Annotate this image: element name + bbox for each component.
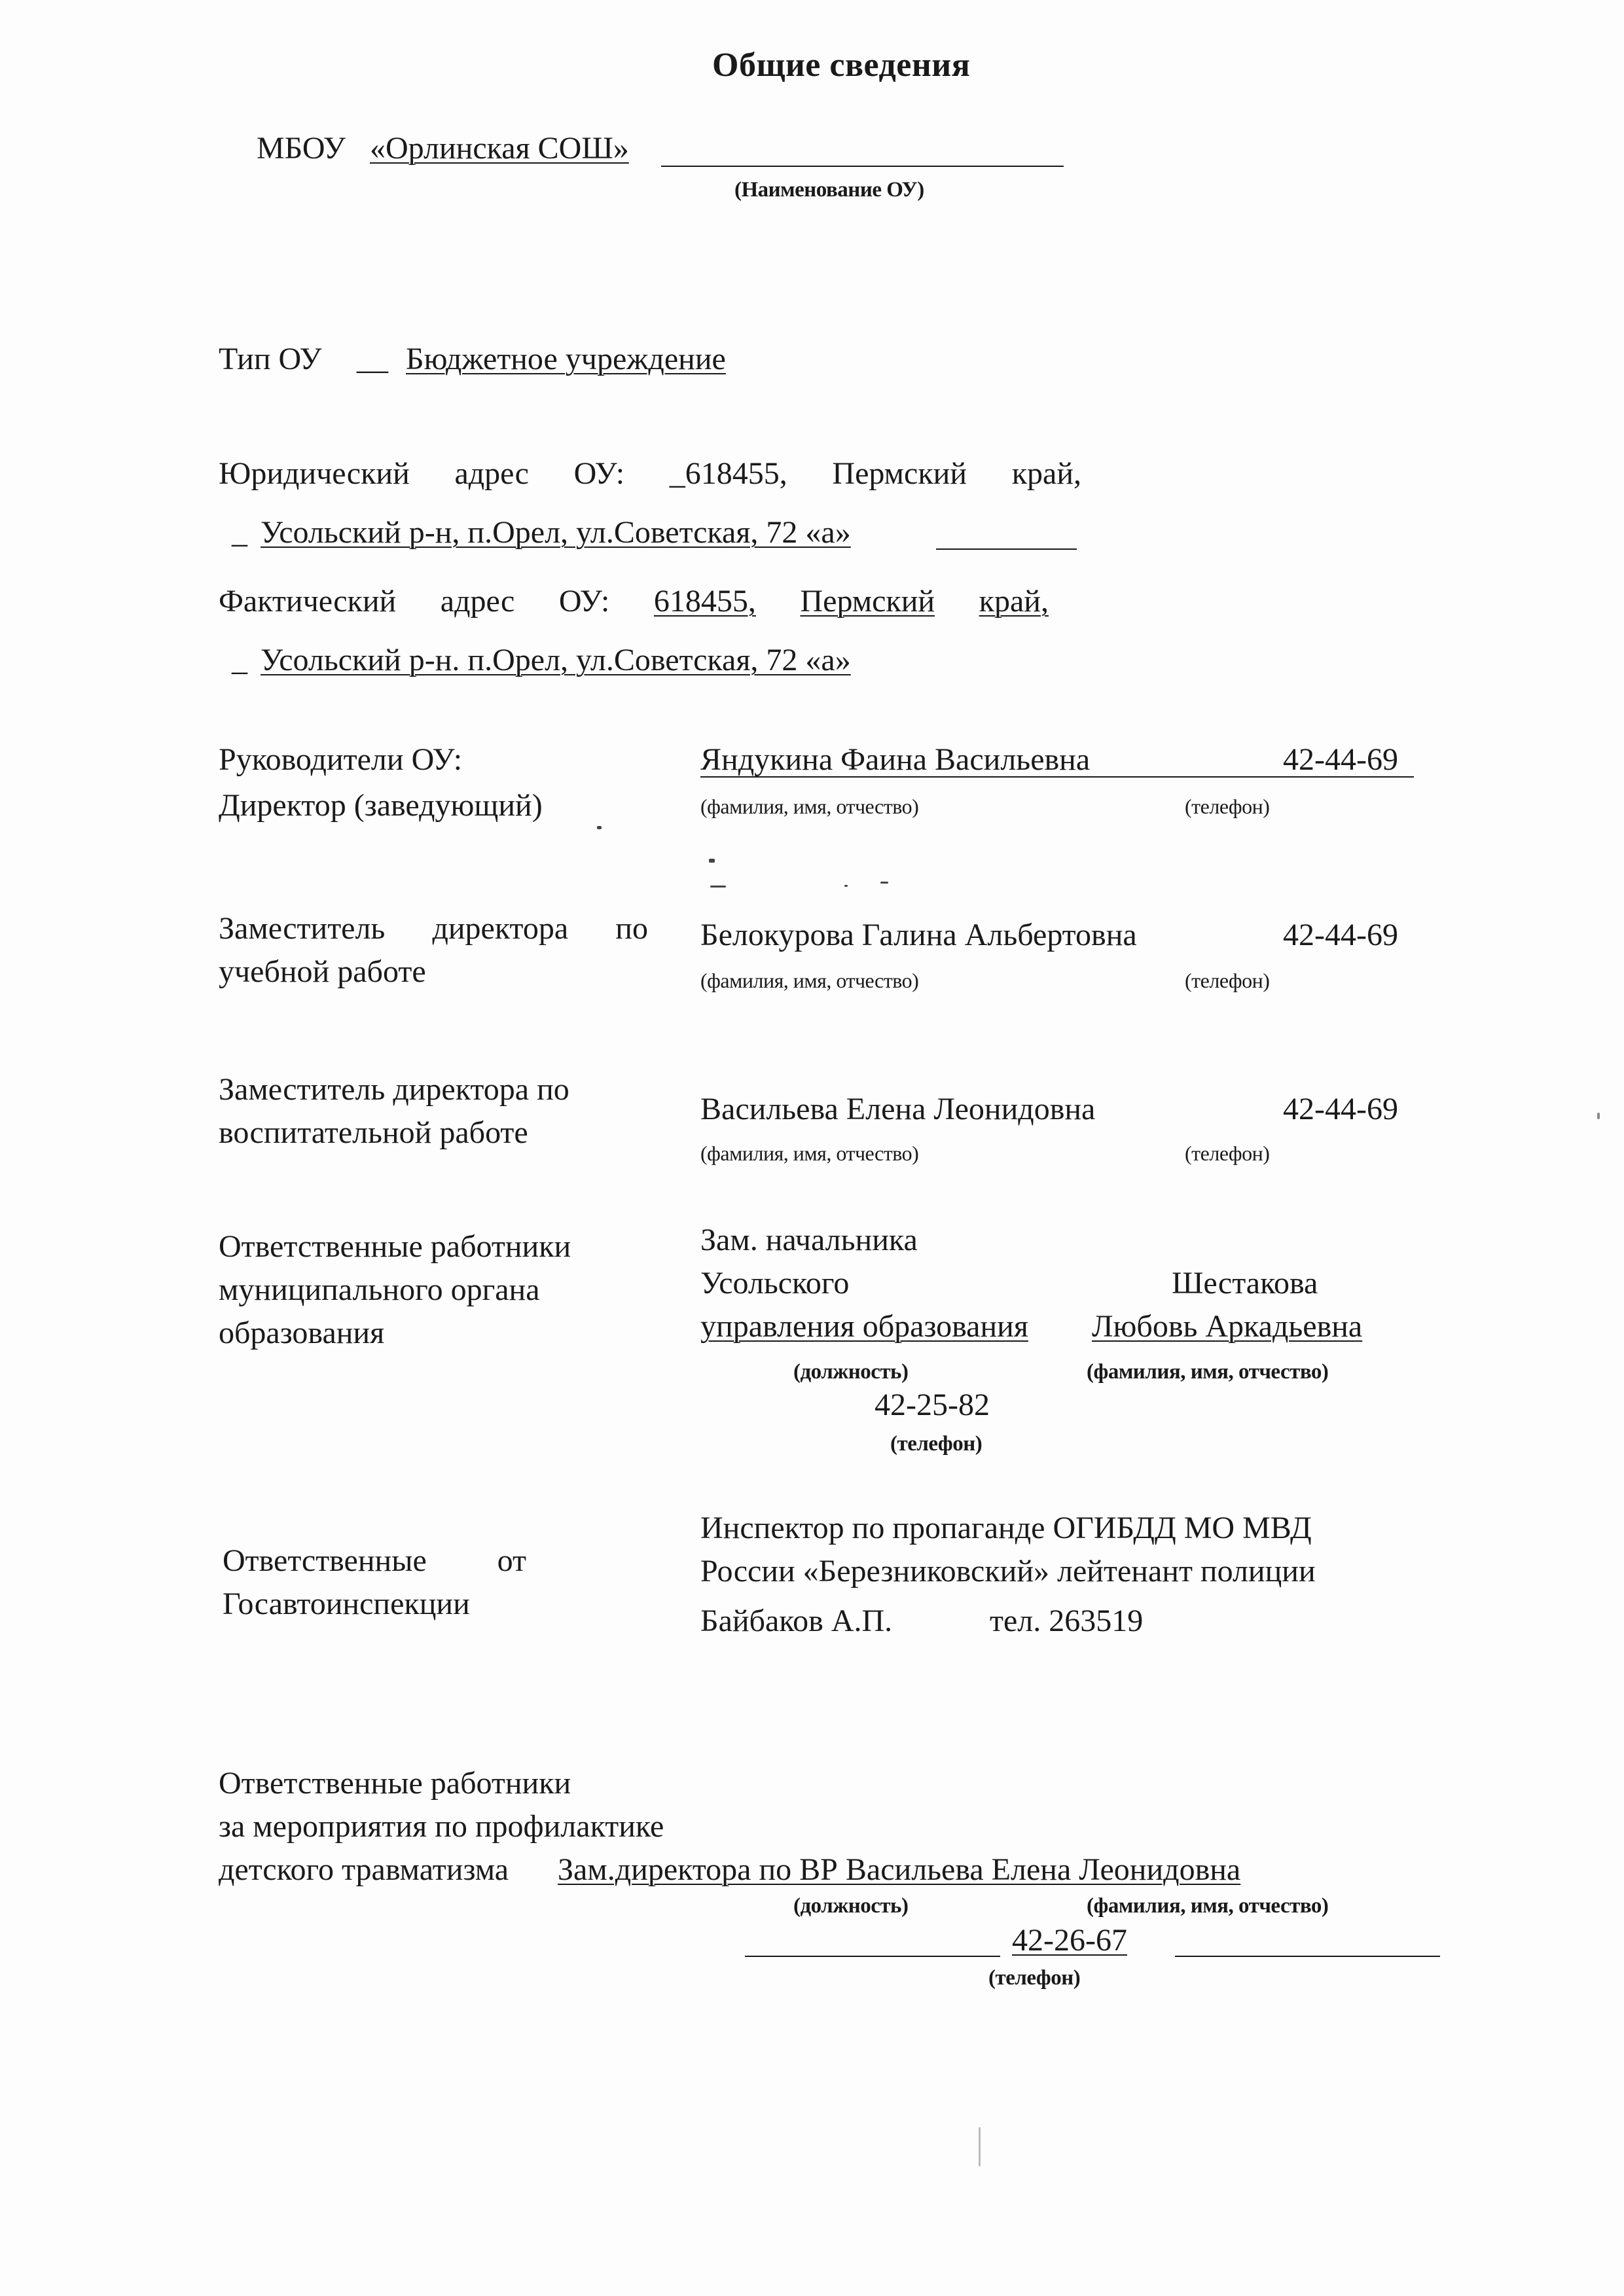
school-blank-line bbox=[661, 166, 1064, 167]
deputy-edu-phone-caption: (телефон) bbox=[1185, 1141, 1270, 1165]
legal-address-line2: Усольский р-н, п.Орел, ул.Советская, 72 «а» bbox=[261, 515, 851, 550]
director-label: Директор (заведующий) bbox=[219, 788, 543, 823]
deputy-edu-fio-caption: (фамилия, имя, отчество) bbox=[700, 1141, 919, 1165]
deputy-edu-name: Васильева Елена Леонидовна bbox=[700, 1092, 1096, 1126]
director-phone: 42-44-69 bbox=[1283, 742, 1398, 777]
municipal-position-line2: Усольского bbox=[700, 1266, 850, 1300]
actual-address-line2: Усольский р-н. п.Орел, ул.Советская, 72 «а» bbox=[261, 643, 851, 677]
prevention-phone-caption: (телефон) bbox=[988, 1966, 1081, 1990]
scan-speck bbox=[710, 886, 726, 888]
legal-address-prefix: _ bbox=[232, 515, 247, 550]
deputy-edu-phone: 42-44-69 bbox=[1283, 1092, 1398, 1126]
legal-address-word: край, bbox=[1011, 456, 1081, 491]
deputy-study-word: Заместитель bbox=[219, 911, 386, 946]
deputy-study-name: Белокурова Галина Альбертовна bbox=[700, 918, 1137, 952]
prevention-line1: Ответственные работники bbox=[219, 1766, 571, 1801]
legal-address-word: ОУ: bbox=[573, 456, 625, 491]
municipal-name-line1: Шестакова bbox=[1172, 1266, 1318, 1300]
actual-address-word: адрес bbox=[440, 584, 515, 619]
deputy-study-label1 bbox=[219, 910, 648, 948]
municipal-label2: муниципального органа bbox=[219, 1272, 540, 1307]
gai-phone: тел. 263519 bbox=[990, 1604, 1144, 1638]
gai-word: Ответственные bbox=[223, 1543, 427, 1578]
school-prefix: МБОУ bbox=[257, 131, 346, 166]
scan-speck bbox=[880, 882, 888, 884]
gai-label1 bbox=[223, 1542, 526, 1580]
prevention-fio-caption: (фамилия, имя, отчество) bbox=[1087, 1894, 1329, 1918]
deputy-study-word: директора bbox=[432, 911, 569, 946]
type-blank: __ bbox=[357, 342, 388, 376]
municipal-phone-caption: (телефон) bbox=[890, 1432, 983, 1456]
legal-address-word: адрес bbox=[454, 456, 529, 491]
gai-position-line2: России «Березниковский» лейтенант полиции bbox=[700, 1554, 1316, 1588]
gai-name: Байбаков А.П. bbox=[700, 1604, 893, 1638]
type-label: Тип ОУ bbox=[219, 342, 322, 376]
scan-speck bbox=[844, 885, 848, 887]
prevention-position-caption: (должность) bbox=[793, 1894, 909, 1918]
prevention-responsible: Зам.директора по ВР Васильева Елена Леонидовна bbox=[558, 1852, 1241, 1887]
deputy-edu-label2: воспитательной работе bbox=[219, 1115, 528, 1150]
prevention-phone: 42-26-67 bbox=[1012, 1923, 1127, 1958]
director-phone-caption: (телефон) bbox=[1185, 795, 1270, 818]
deputy-study-word: по bbox=[615, 911, 648, 946]
heads-label: Руководители ОУ: bbox=[219, 742, 463, 777]
prevention-phone-left-line bbox=[745, 1956, 1000, 1957]
municipal-label3: образования bbox=[219, 1316, 385, 1350]
legal-address-line1 bbox=[219, 455, 1081, 493]
municipal-label1: Ответственные работники bbox=[219, 1229, 571, 1264]
deputy-study-phone: 42-44-69 bbox=[1283, 918, 1398, 952]
prevention-line2: за мероприятия по профилактике bbox=[219, 1809, 664, 1844]
scan-speck bbox=[979, 2127, 981, 2166]
municipal-position-line3: управления образования bbox=[700, 1309, 1028, 1344]
legal-address-word: Пермский bbox=[832, 456, 967, 491]
school-name: «Орлинская СОШ» bbox=[370, 131, 629, 166]
scan-speck bbox=[1597, 1113, 1600, 1119]
director-underline bbox=[700, 776, 1414, 778]
deputy-study-label2: учебной работе bbox=[219, 954, 426, 989]
municipal-phone: 42-25-82 bbox=[875, 1388, 990, 1422]
prevention-phone-right-line bbox=[1175, 1956, 1440, 1957]
gai-position-line1: Инспектор по пропаганде ОГИБДД МО МВД bbox=[700, 1511, 1312, 1545]
actual-address-word: край, bbox=[979, 584, 1049, 619]
actual-address-word: 618455, bbox=[653, 584, 756, 619]
school-caption: (Наименование ОУ) bbox=[734, 178, 924, 202]
gai-label2: Госавтоинспекции bbox=[223, 1587, 470, 1621]
director-name: Яндукина Фаина Васильевна bbox=[700, 742, 1091, 777]
deputy-study-fio-caption: (фамилия, имя, отчество) bbox=[700, 969, 919, 992]
prevention-line3-prefix: детского травматизма bbox=[219, 1852, 509, 1887]
deputy-edu-label1: Заместитель директора по bbox=[219, 1072, 569, 1107]
municipal-position-line1: Зам. начальника bbox=[700, 1223, 918, 1257]
actual-address-word: ОУ: bbox=[558, 584, 610, 619]
municipal-fio-caption: (фамилия, имя, отчество) bbox=[1087, 1360, 1329, 1384]
scan-speck bbox=[709, 859, 715, 863]
municipal-name-line2: Любовь Аркадьевна bbox=[1092, 1309, 1363, 1344]
actual-address-word: Пермский bbox=[800, 584, 935, 619]
legal-address-word: _618455, bbox=[669, 456, 787, 491]
director-fio-caption: (фамилия, имя, отчество) bbox=[700, 795, 919, 818]
type-value: Бюджетное учреждение bbox=[406, 342, 726, 376]
page-title: Общие сведения bbox=[712, 46, 971, 84]
actual-address-line1 bbox=[219, 583, 1049, 620]
actual-address-prefix: _ bbox=[232, 643, 247, 677]
scan-speck bbox=[597, 826, 602, 829]
gai-word: от bbox=[497, 1543, 526, 1578]
legal-address-word: Юридический bbox=[219, 456, 410, 491]
actual-address-word: Фактический bbox=[219, 584, 397, 619]
legal-address-blank-line bbox=[936, 548, 1077, 550]
municipal-position-caption: (должность) bbox=[793, 1360, 909, 1384]
deputy-study-phone-caption: (телефон) bbox=[1185, 969, 1270, 992]
